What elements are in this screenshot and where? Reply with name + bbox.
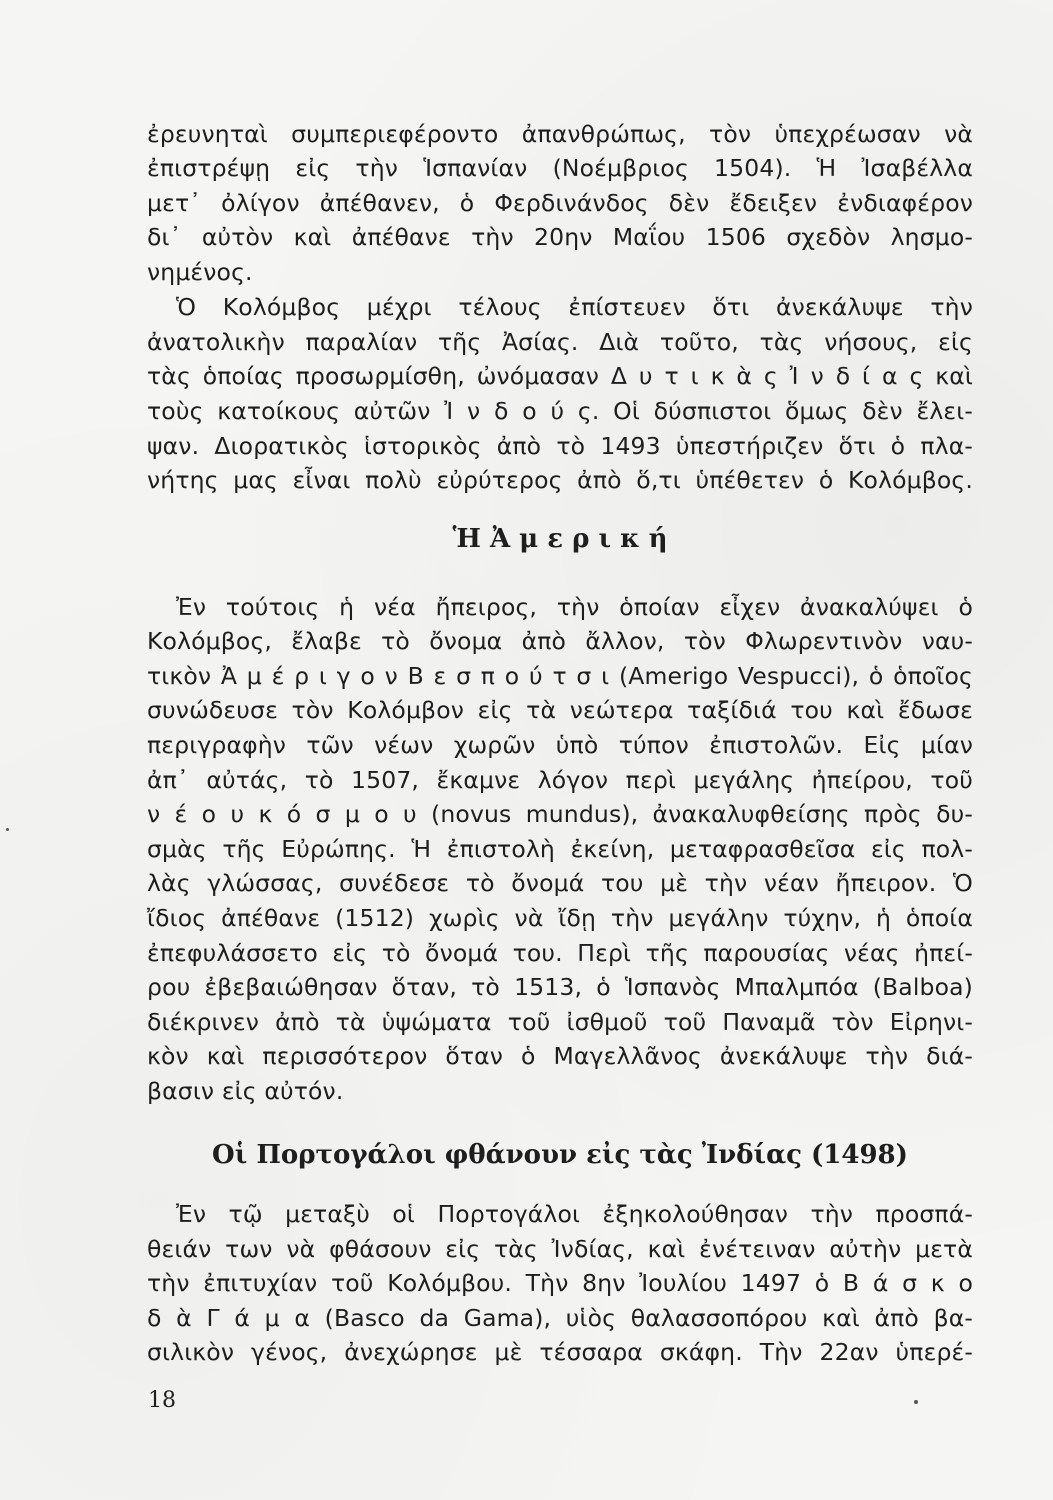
text-line: ἐπεφυλάσσετο εἰς τὸ ὄνομά του. Περὶ τῆς παρουσίας νέας ἠπεί-	[147, 939, 973, 967]
text-line: ἐρευνηταὶ συμπεριεφέροντο ἀπανθρώπως, τὸν ὑπεχρέωσαν νὰ	[147, 120, 973, 148]
text-line: διέκρινεν ἀπὸ τὰ ὑψώματα τοῦ ἰσθμοῦ τοῦ Παναμᾶ τὸν Εἰρηνι-	[147, 1008, 973, 1036]
text-line: τὰς ὁποίας προσωρμίσθη, ὠνόμασαν Δ υ τ ι κ ὰ ς Ἰ ν δ ί α ς καὶ	[147, 362, 973, 390]
text-line: μετ᾿ ὀλίγον ἀπέθανεν, ὁ Φερδινάνδος δὲν ἔδειξεν ἐνδιαφέρον	[147, 189, 973, 217]
print-speck	[6, 828, 9, 831]
text-line: ἴδιος ἀπέθανε (1512) χωρὶς νὰ ἴδῃ τὴν μεγάλην τύχην, ἡ ὁποία	[147, 904, 973, 932]
text-line: κὸν καὶ περισσότερον ὅταν ὁ Μαγελλᾶνος ἀνεκάλυψε τὴν διά-	[147, 1042, 973, 1070]
text-line: περιγραφὴν τῶν νέων χωρῶν ὑπὸ τύπον ἐπιστολῶν. Εἰς μίαν	[147, 731, 973, 759]
text-line: νημένος.	[147, 258, 253, 286]
text-line: τικὸν Ἀ μ έ ρ ι γ ο ν Β ε σ π ο ύ τ σ ι (Amerigo Vespucci), ὁ ὁποῖος	[147, 662, 973, 690]
print-speck	[914, 1400, 918, 1404]
text-line: τὴν ἐπιτυχίαν τοῦ Κολόμβου. Τὴν 8ην Ἰουλίου 1497 ὁ Β ά σ κ ο	[147, 1269, 973, 1297]
text-line: ρου ἐβεβαιώθησαν ὅταν, τὸ 1513, ὁ Ἱσπανὸς Μπαλμπόα (Balboa)	[147, 973, 973, 1001]
text-line: ν έ ο υ κ ό σ μ ο υ (novus mundus), ἀνακαλυφθείσης πρὸς δυ-	[147, 800, 973, 828]
text-line: λὰς γλώσσας, συνέδεσε τὸ ὄνομά του μὲ τὴν νέαν ἤπειρον. Ὁ	[147, 869, 973, 897]
section-heading-portuguese: Οἱ Πορτογάλοι φθάνουν εἰς τὰς Ἰνδίας (1498)	[212, 1140, 908, 1170]
text-line: θειάν των νὰ φθάσουν εἰς τὰς Ἰνδίας, καὶ ἐνέτειναν αὐτὴν μετὰ	[147, 1235, 973, 1263]
text-line: συνώδευσε τὸν Κολόμβον εἰς τὰ νεώτερα ταξίδιά του καὶ ἔδωσε	[147, 696, 973, 724]
text-line: Κολόμβος, ἔλαβε τὸ ὄνομα ἀπὸ ἄλλον, τὸν Φλωρεντινὸν ναυ-	[147, 627, 973, 655]
text-line: τοὺς κατοίκους αὐτῶν Ἰ ν δ ο ύ ς. Οἱ δύσπιστοι ὅμως δὲν ἔλει-	[147, 397, 973, 425]
text-line: ἀνατολικὴν παραλίαν τῆς Ἀσίας. Διὰ τοῦτο, τὰς νήσους, εἰς	[147, 328, 973, 356]
text-line: νήτης μας εἶναι πολὺ εὐρύτερος ἀπὸ ὅ,τι ὑπέθετεν ὁ Κολόμβος.	[147, 466, 973, 494]
page-number: 18	[148, 1388, 176, 1413]
text-line: σιλικὸν γένος, ἀνεχώρησε μὲ τέσσαρα σκάφη. Τὴν 22αν ὑπερέ-	[147, 1338, 973, 1366]
text-line: δι᾿ αὐτὸν καὶ ἀπέθανε τὴν 20ην Μαΐου 1506 σχεδὸν λησμο-	[147, 223, 973, 251]
text-line: ἀπ᾿ αὐτάς, τὸ 1507, ἔκαμνε λόγον περὶ μεγάλης ἠπείρου, τοῦ	[147, 766, 973, 794]
text-line: δ ὰ Γ ά μ α (Basco da Gama), υἱὸς θαλασσοπόρου καὶ ἀπὸ βα-	[147, 1304, 973, 1332]
text-line: βασιν εἰς αὐτόν.	[147, 1077, 344, 1105]
text-line: σμὰς τῆς Εὐρώπης. Ἡ ἐπιστολὴ ἐκείνη, μεταφρασθεῖσα εἰς πολ-	[147, 835, 973, 863]
text-line: Ὁ Κολόμβος μέχρι τέλους ἐπίστευεν ὅτι ἀνεκάλυψε τὴν	[176, 293, 973, 321]
section-heading-america: Ἡ Ἀ μ ε ρ ι κ ή	[452, 524, 668, 554]
text-line: ψαν. Διορατικὸς ἱστορικὸς ἀπὸ τὸ 1493 ὑπεστήριζεν ὅτι ὁ πλα-	[147, 432, 973, 460]
text-line: Ἐν τούτοις ἡ νέα ἤπειρος, τὴν ὁποίαν εἶχεν ἀνακαλύψει ὁ	[176, 593, 973, 621]
text-line: Ἐν τῷ μεταξὺ οἱ Πορτογάλοι ἐξηκολούθησαν τὴν προσπά-	[176, 1200, 973, 1228]
text-line: ἐπιστρέψῃ εἰς τὴν Ἱσπανίαν (Νοέμβριος 1504). Ἡ Ἰσαβέλλα	[147, 154, 973, 182]
